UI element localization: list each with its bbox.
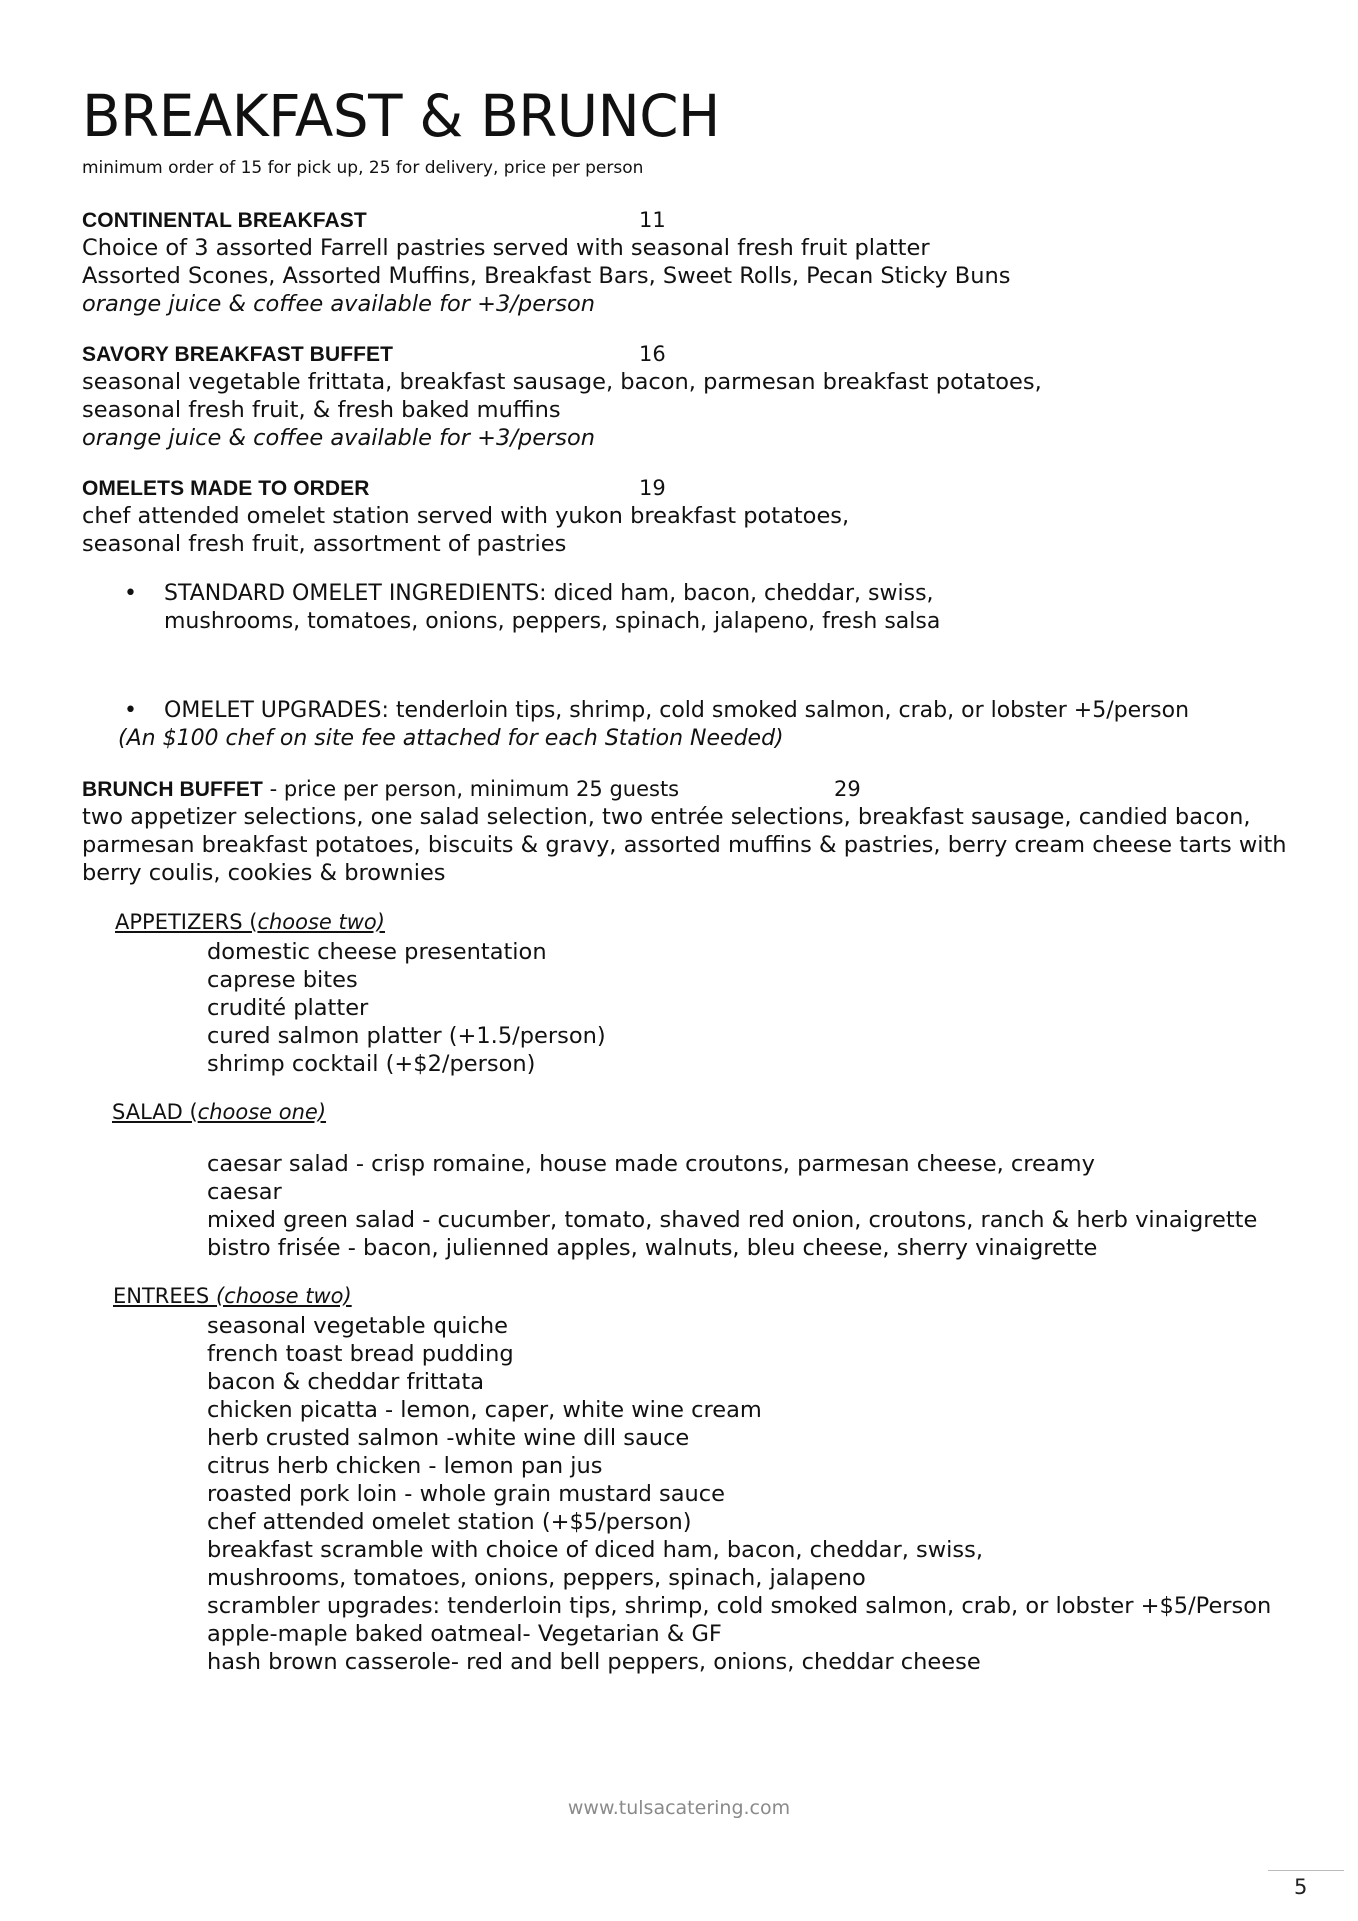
list-item: caesar	[207, 1179, 282, 1205]
description-line: Choice of 3 assorted Farrell pastries served with seasonal fresh fruit platter	[82, 235, 930, 261]
list-item: crudité platter	[207, 995, 369, 1021]
entrees-list	[207, 1312, 1271, 1676]
bullet-line: STANDARD OMELET INGREDIENTS: diced ham, bacon, cheddar, swiss,	[164, 581, 934, 606]
chef-fee-note: (An $100 chef on site fee attached for each Station Needed)	[118, 726, 784, 751]
list-item: roasted pork loin - whole grain mustard sauce	[207, 1481, 726, 1507]
salad-heading	[112, 1100, 326, 1124]
section-name: BRUNCH BUFFET	[82, 778, 263, 801]
section-price: 16	[639, 342, 666, 366]
list-item: mushrooms, tomatoes, onions, peppers, spinach, jalapeno	[207, 1565, 866, 1591]
heading-label: ENTREES	[113, 1284, 216, 1308]
heading-label: APPETIZERS (	[115, 910, 258, 934]
section-price: 19	[639, 476, 666, 500]
heading-choice: choose one)	[197, 1100, 327, 1124]
salad-list	[207, 1150, 1257, 1262]
list-item: bistro frisée - bacon, julienned apples, walnuts, bleu cheese, sherry vinaigrette	[207, 1235, 1098, 1261]
heading-choice: (choose two)	[215, 1284, 352, 1308]
beverage-note: orange juice & coffee available for +3/person	[82, 425, 596, 451]
list-item: bacon & cheddar frittata	[207, 1369, 485, 1395]
list-item: french toast bread pudding	[207, 1341, 514, 1367]
description-line: two appetizer selections, one salad selection, two entrée selections, breakfast sausage, candied bacon,	[82, 804, 1251, 830]
bullet-icon: •	[124, 581, 137, 606]
appetizers-heading	[115, 910, 385, 934]
description-line: seasonal fresh fruit, & fresh baked muffins	[82, 397, 561, 423]
list-item: citrus herb chicken - lemon pan jus	[207, 1453, 603, 1479]
description-line: seasonal fresh fruit, assortment of pastries	[82, 531, 567, 557]
list-item: breakfast scramble with choice of diced ham, bacon, cheddar, swiss,	[207, 1537, 983, 1563]
list-item: shrimp cocktail (+$2/person)	[207, 1051, 536, 1077]
bullet-line: OMELET UPGRADES: tenderloin tips, shrimp, cold smoked salmon, crab, or lobster +5/person	[164, 698, 1190, 723]
description-line: parmesan breakfast potatoes, biscuits & gravy, assorted muffins & pastries, berry cream cheese tarts with	[82, 832, 1287, 858]
list-item: domestic cheese presentation	[207, 939, 547, 965]
beverage-note: orange juice & coffee available for +3/person	[82, 291, 596, 317]
heading-choice: choose two)	[257, 910, 385, 934]
heading-label: SALAD (	[112, 1100, 198, 1124]
entrees-heading	[113, 1284, 352, 1308]
description-line: chef attended omelet station served with yukon breakfast potatoes,	[82, 503, 850, 529]
section-price: 11	[639, 208, 666, 232]
omelet-upgrades-bullet	[124, 697, 1274, 725]
list-item: apple-maple baked oatmeal- Vegetarian & GF	[207, 1621, 722, 1647]
list-item: hash brown casserole- red and bell peppers, onions, cheddar cheese	[207, 1649, 981, 1675]
omelets-section	[82, 474, 1282, 558]
list-item: cured salmon platter (+1.5/person)	[207, 1023, 606, 1049]
appetizers-list	[207, 938, 606, 1078]
bullet-line: mushrooms, tomatoes, onions, peppers, spinach, jalapeno, fresh salsa	[164, 609, 941, 634]
section-name-suffix: - price per person, minimum 25 guests	[262, 777, 680, 801]
bullet-icon: •	[124, 698, 137, 723]
section-name: CONTINENTAL BREAKFAST	[82, 209, 367, 232]
section-price: 29	[834, 777, 861, 801]
description-line: berry coulis, cookies & brownies	[82, 860, 446, 886]
website-link[interactable]: www.tulsacatering.com	[567, 1797, 791, 1819]
list-item: seasonal vegetable quiche	[207, 1313, 508, 1339]
list-item: caprese bites	[207, 967, 358, 993]
footer-divider	[1268, 1870, 1344, 1871]
section-name: OMELETS MADE TO ORDER	[82, 477, 370, 500]
list-item: chicken picatta - lemon, caper, white wine cream	[207, 1397, 762, 1423]
page-number: 5	[1294, 1875, 1308, 1899]
list-item: chef attended omelet station (+$5/person)	[207, 1509, 692, 1535]
brunch-section	[82, 775, 1287, 887]
list-item: caesar salad - crisp romaine, house made croutons, parmesan cheese, creamy	[207, 1151, 1095, 1177]
savory-section	[82, 340, 1282, 452]
section-name: SAVORY BREAKFAST BUFFET	[82, 343, 394, 366]
description-line: Assorted Scones, Assorted Muffins, Breakfast Bars, Sweet Rolls, Pecan Sticky Buns	[82, 263, 1011, 289]
page-title: BREAKFAST & BRUNCH	[82, 82, 720, 150]
list-item: scrambler upgrades: tenderloin tips, shrimp, cold smoked salmon, crab, or lobster +$5/Person	[207, 1593, 1272, 1619]
continental-section	[82, 206, 1282, 318]
description-line: seasonal vegetable frittata, breakfast sausage, bacon, parmesan breakfast potatoes,	[82, 369, 1042, 395]
list-item: herb crusted salmon -white wine dill sauce	[207, 1425, 690, 1451]
list-item: mixed green salad - cucumber, tomato, shaved red onion, croutons, ranch & herb vinaigrette	[207, 1207, 1258, 1233]
omelet-ingredients-bullet	[124, 580, 1274, 636]
order-minimum-note: minimum order of 15 for pick up, 25 for delivery, price per person	[82, 158, 644, 178]
